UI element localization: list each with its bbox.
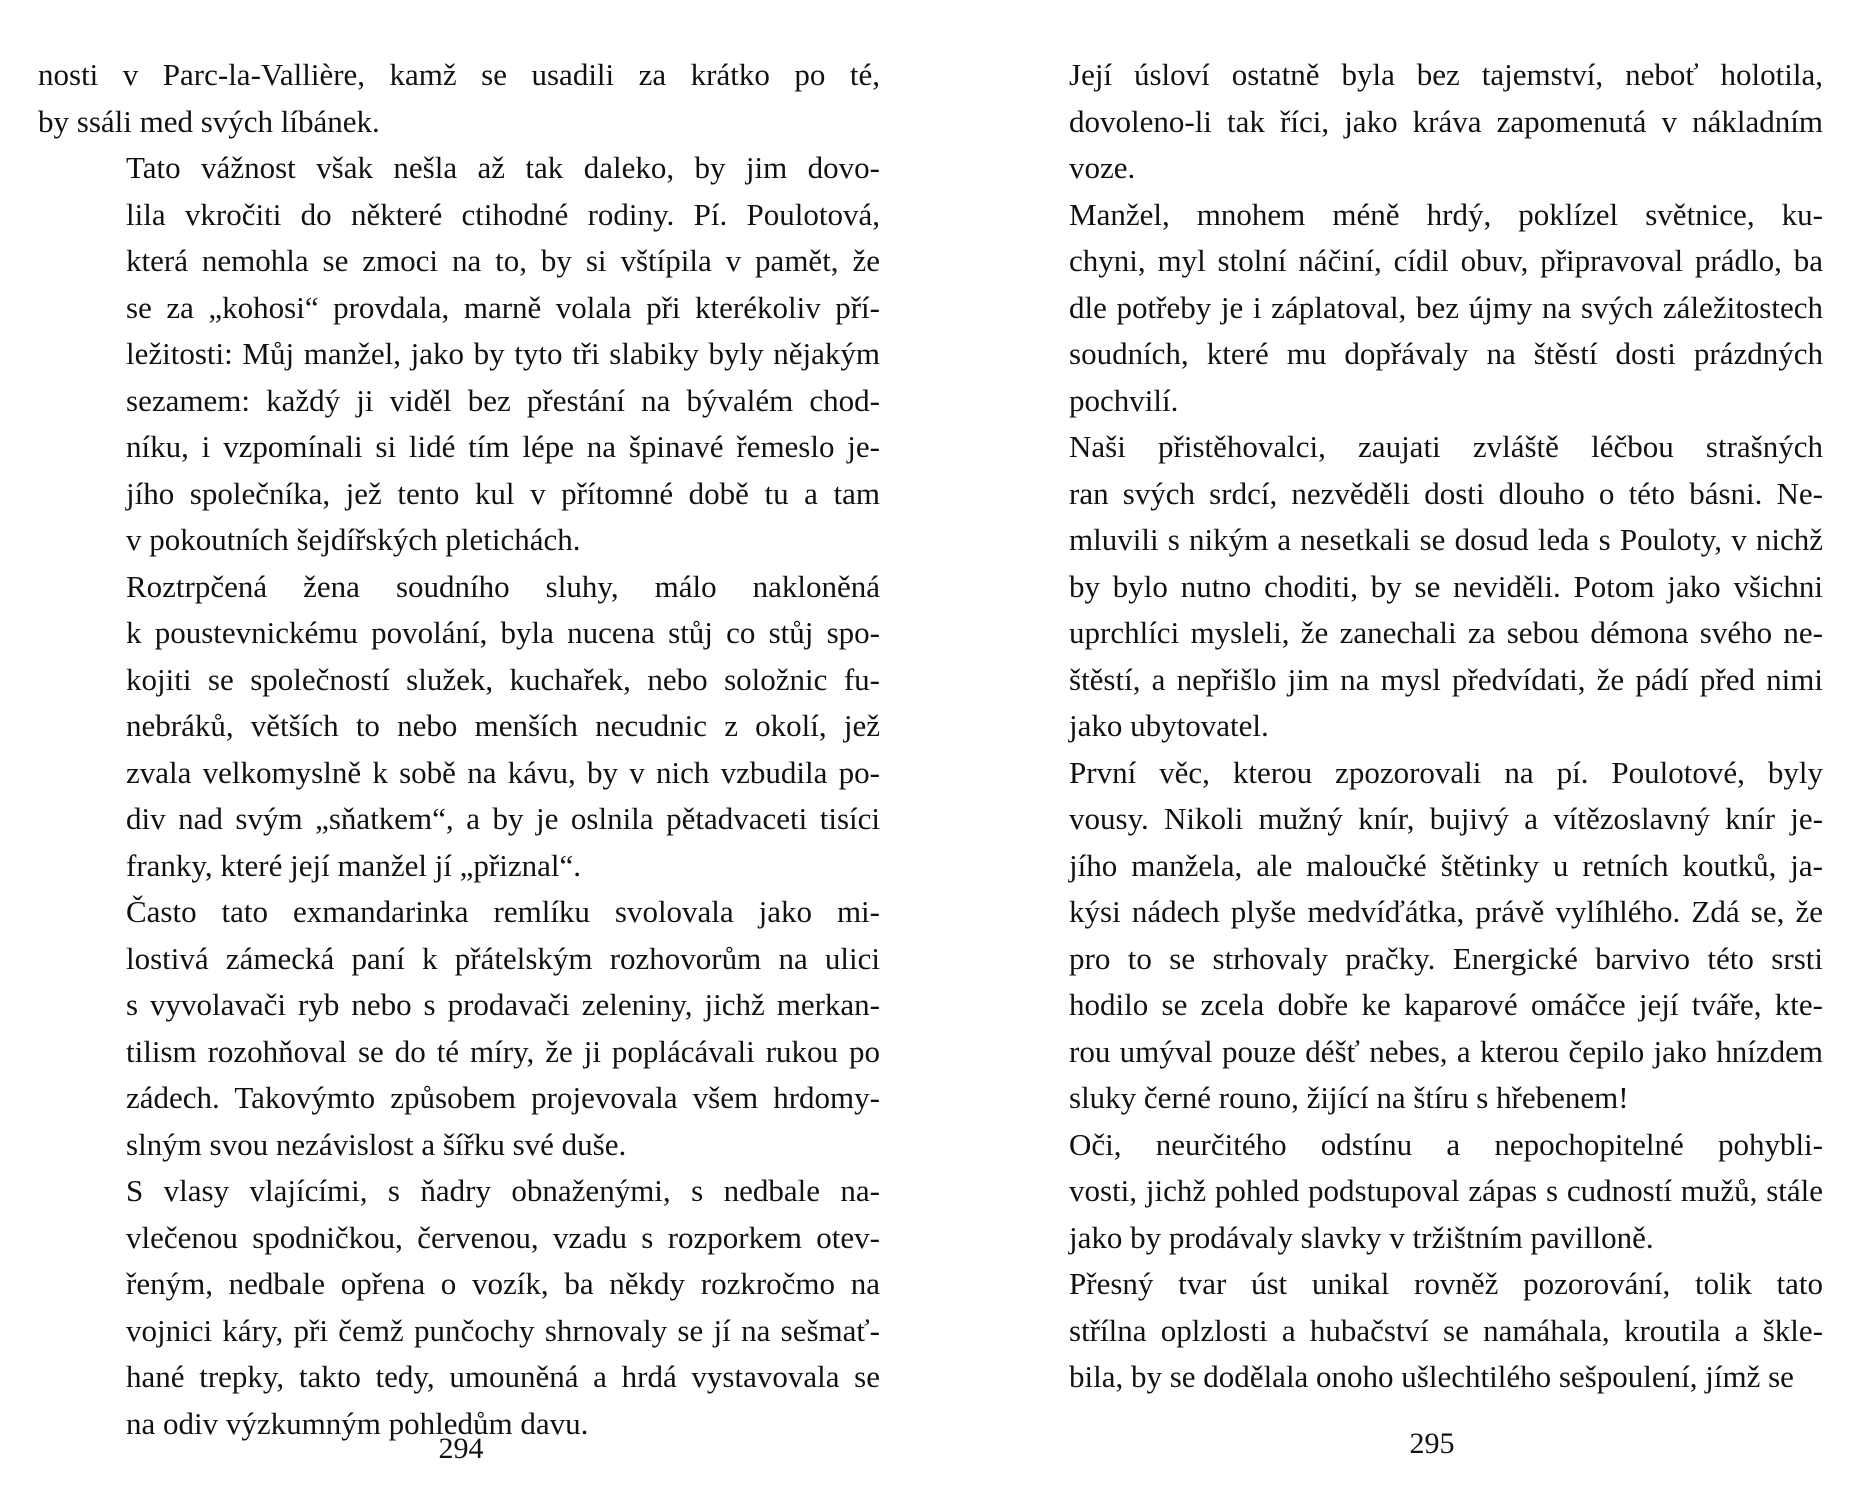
left-page [38,52,880,1447]
text-line: vosti, jichž pohled podstupoval zápas s cudností mužů, stále [1069,1173,1823,1208]
text-line: štěstí, a nepřišlo jim na mysl předvídati, že pádí před nimi [1069,661,1823,697]
text-line: První věc, kterou zpozorovali na pí. Poulotové, byly [1069,754,1823,790]
paragraph [981,192,1823,425]
text-line: dovoleno-li tak říci, jako kráva zapomenutá v nákladním [1069,103,1823,139]
text-line: řeným, nedbale opřena o vozík, ba někdy rozkročmo na [126,1266,880,1301]
text-line: mluvili s nikým a nesetkali se dosud leda s Pouloty, v nichž [1069,522,1823,557]
text-line: slným svou nezávislost a šířku své duše. [126,1126,627,1162]
text-line: Často tato exmandarinka remlíku svolovala jako mi- [126,894,880,929]
text-line: voze. [1069,150,1136,185]
text-line: Přesný tvar úst unikal rovněž pozorování, tolik tato [1069,1266,1823,1301]
text-line: nebráků, větších to nebo menších necudnic z okolí, jež [126,708,880,743]
text-line: kojiti se společností služek, kuchařek, nebo soložnic fu- [126,661,880,697]
text-line: zádech. Takovýmto způsobem projevovala všem hrdomy- [126,1080,880,1115]
text-line: dle potřeby je i záplatoval, bez újmy na svých záležitostech [1069,289,1823,325]
text-line: Oči, neurčitého odstínu a nepochopitelné pohybli- [1069,1126,1823,1162]
text-line: bila, by se dodělala onoho ušlechtilého sešpoulení, jímž se [1069,1359,1794,1394]
paragraph [981,52,1823,192]
text-line: by bylo nutno choditi, by se neviděli. Potom jako všichni [1069,568,1823,604]
text-line: lila vkročiti do některé ctihodné rodiny. Pí. Poulotová, [126,196,880,232]
paragraph [38,145,880,564]
text-line: jako by prodávaly slavky v tržištním pavilloně. [1069,1219,1654,1255]
text-line: nosti v Parc-la-Vallière, kamž se usadili za krátko po té, [38,57,880,92]
page-number-left: 294 [438,1432,484,1465]
text-line: se za „kohosi“ provdala, marně volala při kterékoliv pří- [126,289,880,325]
text-line: zvala velkomyslně k sobě na kávu, by v nich vzbudila po- [126,754,880,790]
text-line: níku, i vzpomínali si lidé tím lépe na špinavé řemeslo je- [126,429,880,464]
text-line: rou umýval pouze déšť nebes, a kterou čepilo jako hnízdem [1069,1033,1823,1069]
right-page [981,52,1823,1401]
text-line: franky, které její manžel jí „přiznal“. [126,847,582,883]
text-line: Manžel, mnohem méně hrdý, poklízel světnice, ku- [1069,196,1823,232]
right-page-text [981,52,1823,1401]
text-line: by ssáli med svých líbánek. [38,103,380,139]
paragraph [981,1122,1823,1262]
text-line: div nad svým „sňatkem“, a by je oslnila pětadvaceti tisíci [126,801,880,836]
text-line: Tato vážnost však nešla až tak daleko, by jim dovo- [126,150,880,185]
text-line: pochvilí. [1069,382,1179,418]
paragraph [38,889,880,1168]
paragraph [38,1168,880,1447]
text-line: jího společníka, jež tento kul v přítomné době tu a tam [126,475,880,511]
text-line: Roztrpčená žena soudního sluhy, málo nakloněná [126,568,880,604]
text-line: sezamem: každý ji viděl bez přestání na bývalém chod- [126,382,880,418]
text-line: která nemohla se zmoci na to, by si vštípila v pamět, že [126,243,880,278]
text-line: sluky černé rouno, žijící na štíru s hřebenem! [1069,1080,1629,1115]
text-line: s vyvolavači ryb nebo s prodavači zeleniny, jichž merkan- [126,987,880,1022]
text-line: ležitosti: Můj manžel, jako by tyto tři slabiky byly nějakým [126,336,880,371]
page-number-right: 295 [1409,1427,1455,1460]
text-line: pro to se strhovaly pračky. Energické barvivo této srsti [1069,940,1823,976]
text-line: na odiv výzkumným pohledům davu. [126,1405,589,1441]
text-line: v pokoutních šejdířských pletichách. [126,522,581,557]
paragraph [38,52,880,145]
text-line: střílna oplzlosti a hubačství se namáhala, kroutila a škle- [1069,1312,1823,1348]
text-line: uprchlíci mysleli, že zanechali za sebou démona svého ne- [1069,615,1823,650]
text-line: vojnici káry, při čemž punčochy shrnovaly se jí na sešmať- [126,1312,880,1348]
text-line: jako ubytovatel. [1069,708,1269,743]
paragraph [38,564,880,890]
paragraph [981,750,1823,1122]
paragraph [981,1261,1823,1401]
text-line: soudních, které mu dopřávaly na štěstí dosti prázdných [1069,336,1823,371]
text-line: tilism rozohňoval se do té míry, že ji poplácávali rukou po [126,1033,880,1069]
left-page-text [38,52,880,1447]
text-line: Její úsloví ostatně byla bez tajemství, neboť holotila, [1069,57,1823,92]
paragraph [981,424,1823,750]
text-line: vousy. Nikoli mužný knír, bujivý a vítězoslavný knír je- [1069,801,1823,836]
text-line: vlečenou spodničkou, červenou, vzadu s rozporkem otev- [126,1219,880,1255]
text-line: ran svých srdcí, nezvěděli dosti dlouho o této básni. Ne- [1069,475,1823,511]
text-line: k poustevnickému povolání, byla nucena stůj co stůj spo- [126,615,880,650]
text-line: S vlasy vlajícími, s ňadry obnaženými, s nedbale na- [126,1173,880,1208]
text-line: jího manžela, ale maloučké štětinky u retních koutků, ja- [1069,847,1823,883]
text-line: lostivá zámecká paní k přátelským rozhovorům na ulici [126,940,880,976]
text-line: hané trepky, takto tedy, umouněná a hrdá vystavovala se [126,1359,880,1394]
text-line: chyni, myl stolní náčiní, cídil obuv, připravoval prádlo, ba [1069,243,1823,278]
text-line: hodilo se zcela dobře ke kaparové omáčce její tváře, kte- [1069,987,1823,1022]
text-line: Naši přistěhovalci, zaujati zvláště léčbou strašných [1069,429,1823,464]
text-line: kýsi nádech plyše medvíďátka, právě vylíhlého. Zdá se, že [1069,894,1823,929]
